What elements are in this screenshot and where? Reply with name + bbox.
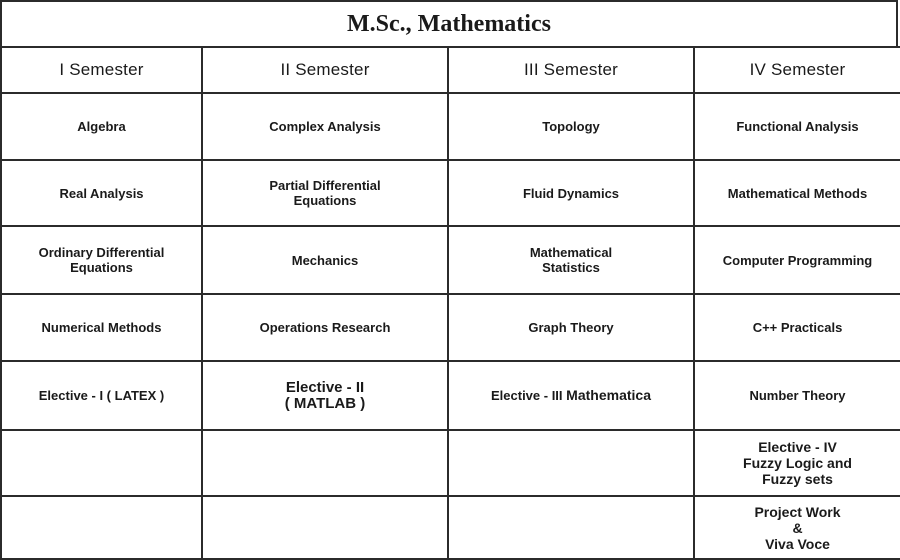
- table-row: [1, 496, 900, 559]
- empty-cell: [448, 430, 694, 496]
- subject-cell: [202, 361, 448, 430]
- subject-name: Number Theory: [749, 388, 846, 403]
- subject-cell: [448, 93, 694, 160]
- subject-cell: [694, 294, 900, 361]
- subject-cell: [202, 160, 448, 226]
- subject-cell: [694, 160, 900, 226]
- subject-name: Elective - II ( MATLAB ): [284, 378, 366, 412]
- subject-name: Operations Research: [259, 320, 391, 335]
- table-row: [1, 93, 900, 160]
- subject-name: Fluid Dynamics: [522, 185, 620, 201]
- subject-cell: [1, 160, 202, 226]
- table-row: [1, 294, 900, 361]
- subject-name: Mathematical Statistics: [529, 245, 613, 275]
- subject-cell: [694, 226, 900, 294]
- empty-cell: [202, 496, 448, 559]
- subject-name: Graph Theory: [528, 320, 614, 335]
- header-row: [1, 47, 900, 93]
- subject-name: Algebra: [77, 119, 126, 134]
- subject-cell: [448, 160, 694, 226]
- table-row: [1, 430, 900, 496]
- subject-name: Mathematical Methods: [727, 185, 868, 201]
- semester-header: IV Semester: [694, 47, 900, 93]
- empty-cell: [448, 496, 694, 559]
- table-row: [1, 361, 900, 430]
- empty-cell: [202, 430, 448, 496]
- semester-header: I Semester: [1, 47, 202, 93]
- semester-header: III Semester: [448, 47, 694, 93]
- subject-cell: [202, 93, 448, 160]
- subject-name: Complex Analysis: [269, 119, 381, 134]
- subject-name: Partial Differential Equations: [269, 178, 381, 208]
- subject-cell: [1, 361, 202, 430]
- subject-cell: [1, 294, 202, 361]
- subject-name: Mechanics: [291, 252, 359, 268]
- subject-cell: [202, 294, 448, 361]
- subject-cell: [202, 226, 448, 294]
- subject-cell: [694, 93, 900, 160]
- subject-name: Numerical Methods: [41, 320, 162, 335]
- subject-cell: [694, 496, 900, 559]
- subject-cell: [694, 430, 900, 496]
- subject-name: Elective - IV Fuzzy Logic and Fuzzy sets: [743, 439, 852, 487]
- document-title: M.Sc., Mathematics: [347, 10, 551, 37]
- empty-cell: [1, 430, 202, 496]
- subject-name: Elective - I ( LATEX ): [38, 388, 165, 403]
- subject-name: Computer Programming: [722, 252, 873, 268]
- subject-cell: [694, 361, 900, 430]
- elective-tool-name: Mathematica: [566, 387, 651, 403]
- subject-name: Functional Analysis: [736, 119, 859, 134]
- subject-name: Ordinary Differential Equations: [38, 245, 165, 275]
- subject-cell: [1, 226, 202, 294]
- subject-name: Real Analysis: [59, 185, 144, 201]
- subject-name: Topology: [542, 119, 600, 134]
- subject-cell: [448, 226, 694, 294]
- table-row: [1, 160, 900, 226]
- subject-cell: [448, 361, 694, 430]
- empty-cell: [1, 496, 202, 559]
- subject-name: Elective - III: [491, 388, 563, 403]
- subject-cell: [1, 93, 202, 160]
- semester-header: II Semester: [202, 47, 448, 93]
- semester-table: [0, 46, 900, 560]
- subject-name: C++ Practicals: [752, 320, 843, 335]
- subject-name: Project Work & Viva Voce: [754, 503, 841, 552]
- subject-cell: [448, 294, 694, 361]
- table-row: [1, 226, 900, 294]
- title-bar: [0, 0, 898, 46]
